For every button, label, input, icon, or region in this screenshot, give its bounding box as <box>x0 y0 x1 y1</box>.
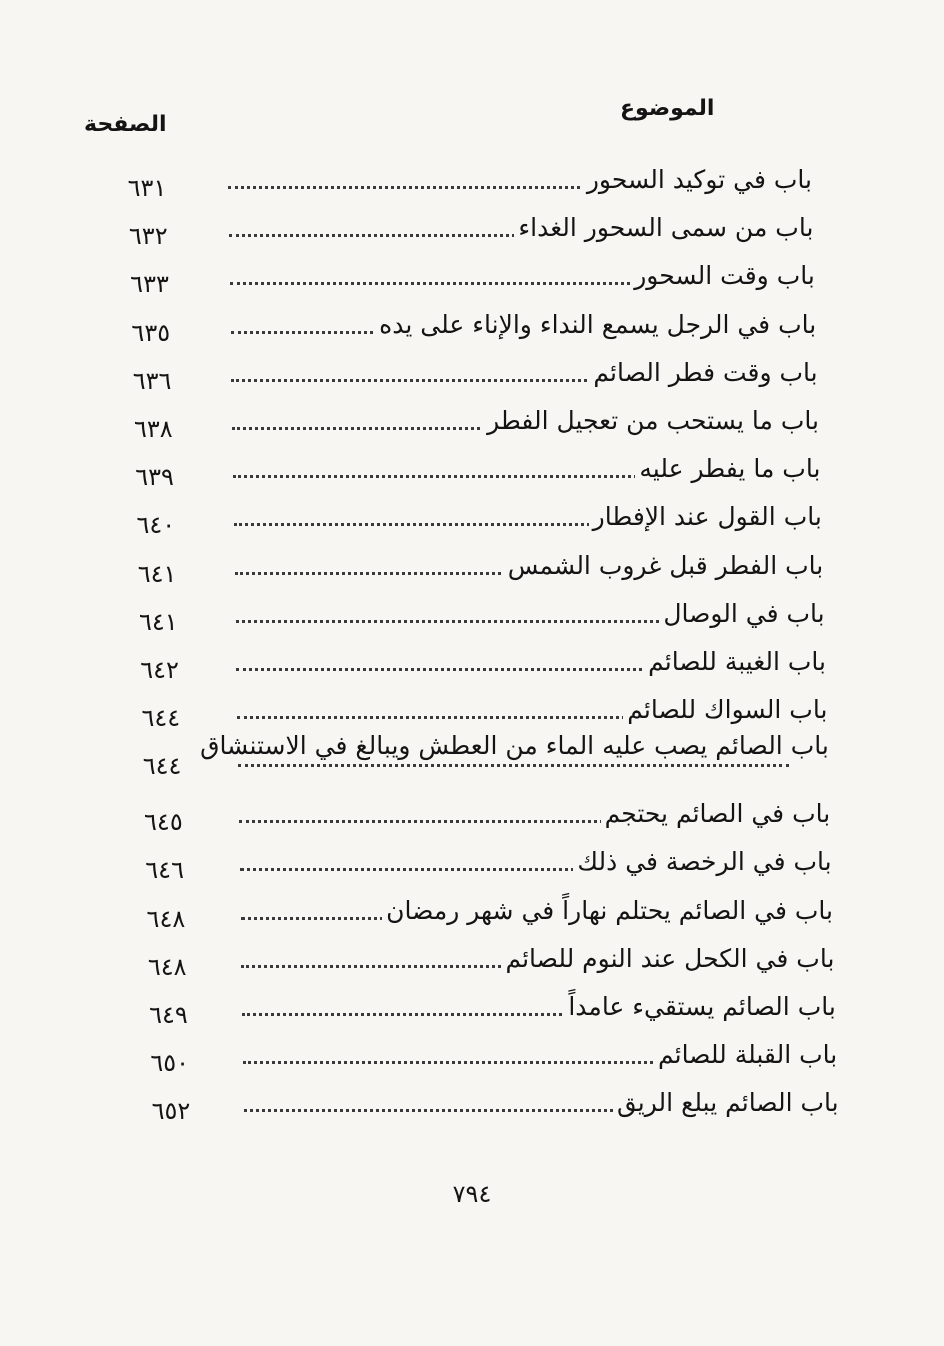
entry-page-number: ٦٥٠ <box>150 1049 189 1078</box>
entry-title: باب من سمى السحور الغداء <box>514 208 813 248</box>
index-entry <box>0 303 944 351</box>
entry-page-number: ٦٥٢ <box>151 1097 191 1126</box>
page-column-header: الصفحة <box>84 112 167 137</box>
index-entry <box>0 840 944 888</box>
entry-title: باب في الرجل يسمع النداء والإناء على يده <box>375 305 816 345</box>
entry-title: باب الصائم يستقيء عامداً <box>564 987 835 1027</box>
entry-title: باب الفطر قبل غروب الشمس <box>504 546 824 586</box>
entry-title: باب وقت فطر الصائم <box>589 353 817 393</box>
entry-page-number: ٦٣٥ <box>131 318 171 347</box>
entry-title: باب ما يفطر عليه <box>635 449 820 489</box>
entry-page-number: ٦٤١ <box>137 559 177 588</box>
entry-page-number: ٦٣٨ <box>133 414 173 443</box>
entry-page-number: ٦٣٩ <box>135 463 174 492</box>
entry-title: باب الصائم يبلع الريق <box>613 1083 839 1123</box>
entry-page-number: ٦٤٠ <box>136 511 176 540</box>
index-entry <box>0 206 944 254</box>
entry-title: باب ما يستحب من تعجيل الفطر <box>483 401 819 441</box>
index-entry <box>0 792 944 840</box>
index-entry <box>0 495 944 543</box>
entry-title: باب القبلة للصائم <box>654 1035 837 1075</box>
index-entry <box>0 544 944 592</box>
entry-title: باب الصائم يصب عليه الماء من العطش ويبالغ في الاستنشاق <box>196 730 829 762</box>
entry-title: باب في الوصال <box>659 594 824 634</box>
entry-title: باب السواك للصائم <box>623 690 827 730</box>
entry-page-number: ٦٤٤ <box>141 704 181 733</box>
index-entry <box>0 399 944 447</box>
index-entry <box>0 985 944 1033</box>
entry-page-number: ٦٤٨ <box>147 952 187 981</box>
index-entry <box>0 254 944 302</box>
entry-title: باب الغيبة للصائم <box>644 642 826 682</box>
index-entry <box>0 937 944 985</box>
index-entry <box>0 1081 944 1129</box>
dot-leader <box>238 762 789 767</box>
index-entry <box>0 158 944 206</box>
entry-page-number: ٦٤٦ <box>145 856 184 885</box>
entry-title: باب في الكحل عند النوم للصائم <box>501 939 834 979</box>
entry-title: باب في الصائم يحتجم <box>601 794 831 834</box>
index-entry <box>0 688 944 736</box>
index-entry <box>0 592 944 640</box>
entry-title: باب القول عند الإفطار <box>589 497 822 537</box>
entry-page-number: ٦٣٦ <box>132 366 172 395</box>
entry-title: باب في الصائم يحتلم نهاراً في شهر رمضان <box>382 891 833 931</box>
entry-title: باب في توكيد السحور <box>583 160 812 200</box>
entry-page-number: ٦٤٤ <box>142 752 182 781</box>
entry-title: باب في الرخصة في ذلك <box>573 842 831 882</box>
entry-page-number: ٦٤٩ <box>149 1001 188 1029</box>
entry-page-number: ٦٤٢ <box>140 655 179 684</box>
index-entry <box>0 351 944 399</box>
entry-page-number: ٦٣٣ <box>130 270 169 299</box>
topic-column-header: الموضوع <box>620 96 715 121</box>
index-entry <box>0 447 944 495</box>
index-entry <box>0 889 944 937</box>
page-number: ٧٩٤ <box>452 1180 492 1208</box>
index-entry <box>0 640 944 688</box>
entry-page-number: ٦٤١ <box>138 607 178 636</box>
index-entry <box>0 1033 944 1081</box>
entry-page-number: ٦٣١ <box>127 174 167 202</box>
index-entry <box>0 731 944 792</box>
entry-page-number: ٦٤٥ <box>144 808 183 837</box>
entry-title: باب وقت السحور <box>630 256 815 296</box>
entry-page-number: ٦٤٨ <box>146 904 186 933</box>
entry-page-number: ٦٣٢ <box>128 222 168 251</box>
index-list <box>0 158 944 1130</box>
